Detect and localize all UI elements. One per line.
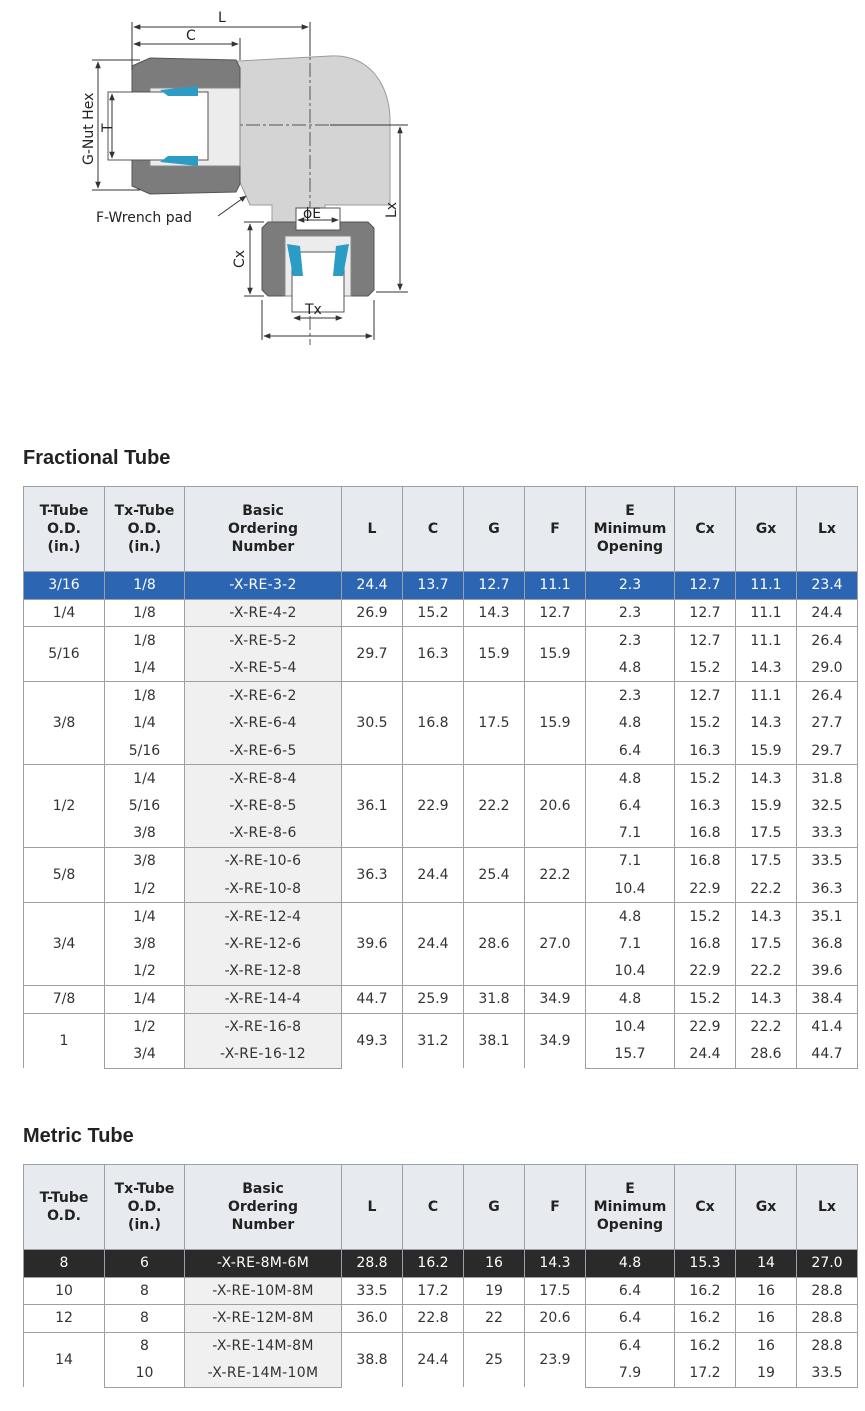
tx-tube-od-cell: 5/16 bbox=[105, 737, 185, 765]
elbow-body bbox=[220, 56, 390, 228]
ordering-number-cell: -X-RE-8-5 bbox=[185, 792, 342, 820]
ordering-number-cell: -X-RE-14M-8M bbox=[185, 1332, 342, 1360]
dim-L-cell: 49.3 bbox=[342, 1013, 403, 1068]
table-row bbox=[24, 1332, 858, 1360]
dim-Cx-cell: 16.2 bbox=[675, 1305, 736, 1333]
t-tube-od-cell: 5/8 bbox=[24, 847, 105, 902]
dim-Gx-cell: 16 bbox=[736, 1277, 797, 1305]
dim-L-cell: 36.1 bbox=[342, 765, 403, 848]
dim-Lx-cell: 29.7 bbox=[797, 737, 858, 765]
dim-L-cell: 29.7 bbox=[342, 627, 403, 682]
dim-Gx-cell: 28.6 bbox=[736, 1041, 797, 1069]
dim-Cx-cell: 24.4 bbox=[675, 1041, 736, 1069]
ordering-number-cell: -X-RE-16-8 bbox=[185, 1013, 342, 1041]
dim-F-cell: 11.1 bbox=[525, 572, 586, 600]
dim-L-cell: 33.5 bbox=[342, 1277, 403, 1305]
dim-Gx-cell: 16 bbox=[736, 1305, 797, 1333]
dim-Cx-cell: 17.2 bbox=[675, 1360, 736, 1388]
table-row bbox=[24, 1013, 858, 1041]
dim-Gx-cell: 22.2 bbox=[736, 875, 797, 903]
dim-Lx-cell: 33.3 bbox=[797, 820, 858, 848]
dim-label-Cx: Cx bbox=[232, 249, 248, 268]
dim-Gx-cell: 15.9 bbox=[736, 737, 797, 765]
dim-label-F: F-Wrench pad bbox=[96, 210, 193, 226]
ordering-number-cell: -X-RE-12M-8M bbox=[185, 1305, 342, 1333]
dim-G-cell: 17.5 bbox=[464, 682, 525, 765]
dim-E-cell: 2.3 bbox=[586, 627, 675, 655]
tx-tube-od-cell: 5/16 bbox=[105, 792, 185, 820]
dim-G-cell: 25 bbox=[464, 1332, 525, 1387]
tx-tube-od-cell: 3/8 bbox=[105, 847, 185, 875]
table-row bbox=[24, 1277, 858, 1305]
dim-L-cell: 30.5 bbox=[342, 682, 403, 765]
tx-tube-od-cell: 1/2 bbox=[105, 875, 185, 903]
dim-E-cell: 6.4 bbox=[586, 737, 675, 765]
ordering-number-cell: -X-RE-12-8 bbox=[185, 958, 342, 986]
t-tube-od-cell: 7/8 bbox=[24, 985, 105, 1013]
t-tube-od-cell: 1 bbox=[24, 1013, 105, 1068]
ordering-number-cell: -X-RE-10M-8M bbox=[185, 1277, 342, 1305]
tx-tube-od-cell: 1/4 bbox=[105, 765, 185, 793]
dim-Gx-cell: 14.3 bbox=[736, 765, 797, 793]
dim-label-C: C bbox=[186, 28, 196, 44]
tx-tube-od-cell: 1/4 bbox=[105, 985, 185, 1013]
tx-tube-od-cell: 1/2 bbox=[105, 1013, 185, 1041]
dim-Cx-cell: 12.7 bbox=[675, 599, 736, 627]
table-row bbox=[24, 765, 858, 793]
dim-Gx-cell: 15.9 bbox=[736, 792, 797, 820]
col-header-t-tube: T-Tube O.D. (in.) bbox=[24, 487, 105, 572]
dim-G-cell: 22 bbox=[464, 1305, 525, 1333]
dim-Gx-cell: 14.3 bbox=[736, 903, 797, 931]
tx-tube-od-cell: 1/8 bbox=[105, 627, 185, 655]
col-header-Cx: Cx bbox=[675, 1165, 736, 1250]
dim-label-Lx: Lx bbox=[384, 201, 400, 218]
dim-C-cell: 24.4 bbox=[403, 847, 464, 902]
elbow-fitting-diagram bbox=[0, 0, 865, 400]
tx-tube-od-cell: 10 bbox=[105, 1360, 185, 1388]
ordering-number-cell: -X-RE-8M-6M bbox=[185, 1250, 342, 1278]
dim-C-cell: 16.2 bbox=[403, 1250, 464, 1278]
tx-tube-od-cell: 1/8 bbox=[105, 682, 185, 710]
ordering-number-cell: -X-RE-12-6 bbox=[185, 930, 342, 958]
dim-G-cell: 19 bbox=[464, 1277, 525, 1305]
dim-E-cell: 6.4 bbox=[586, 792, 675, 820]
ordering-number-cell: -X-RE-14-4 bbox=[185, 985, 342, 1013]
dim-Lx-cell: 44.7 bbox=[797, 1041, 858, 1069]
t-tube-od-cell: 8 bbox=[24, 1250, 105, 1278]
dim-C-cell: 22.8 bbox=[403, 1305, 464, 1333]
ordering-number-cell: -X-RE-6-2 bbox=[185, 682, 342, 710]
t-tube-od-cell: 12 bbox=[24, 1305, 105, 1333]
col-header-Gx: Gx bbox=[736, 1165, 797, 1250]
ordering-number-cell: -X-RE-10-6 bbox=[185, 847, 342, 875]
dim-C-cell: 31.2 bbox=[403, 1013, 464, 1068]
dim-Lx-cell: 41.4 bbox=[797, 1013, 858, 1041]
t-tube-od-cell: 3/8 bbox=[24, 682, 105, 765]
dim-Cx-cell: 22.9 bbox=[675, 1013, 736, 1041]
tx-tube-od-cell: 3/8 bbox=[105, 930, 185, 958]
col-header-tx-tube: Tx-Tube O.D. (in.) bbox=[105, 487, 185, 572]
dim-Lx-cell: 35.1 bbox=[797, 903, 858, 931]
tx-tube-od-cell: 3/4 bbox=[105, 1041, 185, 1069]
ordering-number-cell: -X-RE-16-12 bbox=[185, 1041, 342, 1069]
dim-Lx-cell: 36.8 bbox=[797, 930, 858, 958]
ordering-number-cell: -X-RE-10-8 bbox=[185, 875, 342, 903]
col-header-t-tube: T-Tube O.D. bbox=[24, 1165, 105, 1250]
fractional-tube-heading: Fractional Tube bbox=[23, 447, 171, 469]
t-tube-od-cell: 14 bbox=[24, 1332, 105, 1387]
ordering-number-cell: -X-RE-5-2 bbox=[185, 627, 342, 655]
metric-tube-table bbox=[23, 1164, 858, 1388]
dim-C-cell: 22.9 bbox=[403, 765, 464, 848]
dim-Gx-cell: 14.3 bbox=[736, 709, 797, 737]
t-tube-od-cell: 3/4 bbox=[24, 903, 105, 986]
dim-F-cell: 15.9 bbox=[525, 682, 586, 765]
dim-F-cell: 34.9 bbox=[525, 985, 586, 1013]
dim-F-cell: 12.7 bbox=[525, 599, 586, 627]
dim-Lx-cell: 33.5 bbox=[797, 847, 858, 875]
dim-Lx-cell: 29.0 bbox=[797, 654, 858, 682]
dim-E-cell: 10.4 bbox=[586, 958, 675, 986]
header-row bbox=[24, 487, 858, 572]
tx-tube-od-cell: 1/4 bbox=[105, 903, 185, 931]
dim-C-cell: 16.3 bbox=[403, 627, 464, 682]
dim-Gx-cell: 17.5 bbox=[736, 820, 797, 848]
dim-Gx-cell: 17.5 bbox=[736, 930, 797, 958]
dim-Lx-cell: 28.8 bbox=[797, 1305, 858, 1333]
dim-L-cell: 44.7 bbox=[342, 985, 403, 1013]
dim-Cx-cell: 22.9 bbox=[675, 958, 736, 986]
dim-Cx-cell: 15.2 bbox=[675, 903, 736, 931]
dim-Cx-cell: 16.2 bbox=[675, 1277, 736, 1305]
dim-E-cell: 10.4 bbox=[586, 875, 675, 903]
ordering-number-cell: -X-RE-3-2 bbox=[185, 572, 342, 600]
dim-label-E: ϕE bbox=[303, 206, 322, 222]
dim-L-cell: 24.4 bbox=[342, 572, 403, 600]
dim-G-cell: 22.2 bbox=[464, 765, 525, 848]
dim-F-cell: 20.6 bbox=[525, 765, 586, 848]
dim-Lx-cell: 26.4 bbox=[797, 627, 858, 655]
dim-E-cell: 6.4 bbox=[586, 1332, 675, 1360]
dim-G-cell: 16 bbox=[464, 1250, 525, 1278]
table-row bbox=[24, 627, 858, 655]
dim-Cx-cell: 12.7 bbox=[675, 572, 736, 600]
dim-Cx-cell: 15.3 bbox=[675, 1250, 736, 1278]
tx-tube-od-cell: 1/8 bbox=[105, 599, 185, 627]
table-row bbox=[24, 903, 858, 931]
tx-tube-od-cell: 1/8 bbox=[105, 572, 185, 600]
dim-G-cell: 28.6 bbox=[464, 903, 525, 986]
col-header-L: L bbox=[342, 487, 403, 572]
dim-G-cell: 25.4 bbox=[464, 847, 525, 902]
tx-tube-od-cell: 1/4 bbox=[105, 654, 185, 682]
dim-F-cell: 27.0 bbox=[525, 903, 586, 986]
dim-F-cell: 23.9 bbox=[525, 1332, 586, 1387]
dim-E-cell: 4.8 bbox=[586, 985, 675, 1013]
dim-Lx-cell: 38.4 bbox=[797, 985, 858, 1013]
dim-Gx-cell: 14.3 bbox=[736, 654, 797, 682]
dim-Cx-cell: 12.7 bbox=[675, 627, 736, 655]
dim-C-cell: 24.4 bbox=[403, 903, 464, 986]
dim-Cx-cell: 16.3 bbox=[675, 737, 736, 765]
dim-Lx-cell: 33.5 bbox=[797, 1360, 858, 1388]
dim-Lx-cell: 28.8 bbox=[797, 1332, 858, 1360]
col-header-Gx: Gx bbox=[736, 487, 797, 572]
col-header-Lx: Lx bbox=[797, 1165, 858, 1250]
dim-Cx-cell: 15.2 bbox=[675, 654, 736, 682]
dim-Lx-cell: 26.4 bbox=[797, 682, 858, 710]
dim-label-T: T bbox=[100, 123, 116, 132]
ordering-number-cell: -X-RE-8-6 bbox=[185, 820, 342, 848]
dim-Cx-cell: 16.8 bbox=[675, 820, 736, 848]
dim-C-cell: 13.7 bbox=[403, 572, 464, 600]
col-header-E: E Minimum Opening bbox=[586, 1165, 675, 1250]
dim-Cx-cell: 15.2 bbox=[675, 985, 736, 1013]
col-header-L: L bbox=[342, 1165, 403, 1250]
dim-Gx-cell: 14.3 bbox=[736, 985, 797, 1013]
ordering-number-cell: -X-RE-5-4 bbox=[185, 654, 342, 682]
col-header-F: F bbox=[525, 487, 586, 572]
table-row bbox=[24, 1305, 858, 1333]
col-header-E: E Minimum Opening bbox=[586, 487, 675, 572]
dim-C-cell: 17.2 bbox=[403, 1277, 464, 1305]
dim-Gx-cell: 11.1 bbox=[736, 627, 797, 655]
dim-E-cell: 4.8 bbox=[586, 903, 675, 931]
dim-Gx-cell: 17.5 bbox=[736, 847, 797, 875]
table-row bbox=[24, 599, 858, 627]
col-header-ordering-number: Basic Ordering Number bbox=[185, 487, 342, 572]
dim-F-cell: 34.9 bbox=[525, 1013, 586, 1068]
table-row bbox=[24, 572, 858, 600]
dim-E-cell: 7.1 bbox=[586, 847, 675, 875]
dim-E-cell: 10.4 bbox=[586, 1013, 675, 1041]
col-header-C: C bbox=[403, 487, 464, 572]
dim-E-cell: 2.3 bbox=[586, 572, 675, 600]
dim-label-G: G-Nut Hex bbox=[81, 92, 97, 165]
ordering-number-cell: -X-RE-4-2 bbox=[185, 599, 342, 627]
dim-label-L: L bbox=[218, 10, 226, 26]
col-header-Cx: Cx bbox=[675, 487, 736, 572]
dim-C-cell: 25.9 bbox=[403, 985, 464, 1013]
col-header-G: G bbox=[464, 1165, 525, 1250]
dim-F-cell: 14.3 bbox=[525, 1250, 586, 1278]
t-tube-od-cell: 3/16 bbox=[24, 572, 105, 600]
ordering-number-cell: -X-RE-14M-10M bbox=[185, 1360, 342, 1388]
table-row bbox=[24, 1250, 858, 1278]
dim-Lx-cell: 24.4 bbox=[797, 599, 858, 627]
table-row bbox=[24, 847, 858, 875]
dim-Cx-cell: 15.2 bbox=[675, 765, 736, 793]
dim-Cx-cell: 16.8 bbox=[675, 930, 736, 958]
dim-Gx-cell: 22.2 bbox=[736, 1013, 797, 1041]
dim-G-cell: 15.9 bbox=[464, 627, 525, 682]
fractional-tube-table bbox=[23, 486, 858, 1069]
dim-E-cell: 7.1 bbox=[586, 820, 675, 848]
dim-E-cell: 4.8 bbox=[586, 654, 675, 682]
ordering-number-cell: -X-RE-6-4 bbox=[185, 709, 342, 737]
dim-C-cell: 15.2 bbox=[403, 599, 464, 627]
tx-tube-od-cell: 1/2 bbox=[105, 958, 185, 986]
t-tube-od-cell: 10 bbox=[24, 1277, 105, 1305]
dim-Cx-cell: 12.7 bbox=[675, 682, 736, 710]
dim-E-cell: 4.8 bbox=[586, 765, 675, 793]
dim-Gx-cell: 16 bbox=[736, 1332, 797, 1360]
dim-F-cell: 20.6 bbox=[525, 1305, 586, 1333]
tx-tube-od-cell: 1/4 bbox=[105, 709, 185, 737]
dim-Cx-cell: 16.8 bbox=[675, 847, 736, 875]
dim-Gx-cell: 11.1 bbox=[736, 599, 797, 627]
dim-E-cell: 6.4 bbox=[586, 1305, 675, 1333]
dim-L-cell: 28.8 bbox=[342, 1250, 403, 1278]
dim-Cx-cell: 22.9 bbox=[675, 875, 736, 903]
dim-G-cell: 12.7 bbox=[464, 572, 525, 600]
dim-E-cell: 7.1 bbox=[586, 930, 675, 958]
tx-tube-od-cell: 8 bbox=[105, 1277, 185, 1305]
col-header-ordering-number: Basic Ordering Number bbox=[185, 1165, 342, 1250]
dim-Gx-cell: 14 bbox=[736, 1250, 797, 1278]
dim-E-cell: 4.8 bbox=[586, 1250, 675, 1278]
dim-Cx-cell: 15.2 bbox=[675, 709, 736, 737]
ordering-number-cell: -X-RE-8-4 bbox=[185, 765, 342, 793]
dim-Lx-cell: 23.4 bbox=[797, 572, 858, 600]
col-header-C: C bbox=[403, 1165, 464, 1250]
dim-Gx-cell: 11.1 bbox=[736, 572, 797, 600]
tx-tube-od-cell: 8 bbox=[105, 1332, 185, 1360]
col-header-F: F bbox=[525, 1165, 586, 1250]
dim-Cx-cell: 16.3 bbox=[675, 792, 736, 820]
metric-tube-heading: Metric Tube bbox=[23, 1125, 134, 1147]
dim-Lx-cell: 27.0 bbox=[797, 1250, 858, 1278]
dim-Lx-cell: 36.3 bbox=[797, 875, 858, 903]
t-tube-od-cell: 1/4 bbox=[24, 599, 105, 627]
dim-G-cell: 31.8 bbox=[464, 985, 525, 1013]
dim-Lx-cell: 27.7 bbox=[797, 709, 858, 737]
ordering-number-cell: -X-RE-6-5 bbox=[185, 737, 342, 765]
dim-L-cell: 36.3 bbox=[342, 847, 403, 902]
col-header-G: G bbox=[464, 487, 525, 572]
dim-G-cell: 14.3 bbox=[464, 599, 525, 627]
dim-Gx-cell: 11.1 bbox=[736, 682, 797, 710]
dim-L-cell: 39.6 bbox=[342, 903, 403, 986]
tx-tube-od-cell: 3/8 bbox=[105, 820, 185, 848]
dim-Lx-cell: 32.5 bbox=[797, 792, 858, 820]
tx-tube-od-cell: 6 bbox=[105, 1250, 185, 1278]
dim-C-cell: 24.4 bbox=[403, 1332, 464, 1387]
col-header-Lx: Lx bbox=[797, 487, 858, 572]
dim-label-Tx: Tx bbox=[305, 302, 322, 318]
dim-E-cell: 7.9 bbox=[586, 1360, 675, 1388]
dim-L-cell: 26.9 bbox=[342, 599, 403, 627]
dim-Cx-cell: 16.2 bbox=[675, 1332, 736, 1360]
dim-F-cell: 22.2 bbox=[525, 847, 586, 902]
dim-L-cell: 38.8 bbox=[342, 1332, 403, 1387]
dim-Lx-cell: 31.8 bbox=[797, 765, 858, 793]
dim-F-cell: 17.5 bbox=[525, 1277, 586, 1305]
col-header-tx-tube: Tx-Tube O.D. (in.) bbox=[105, 1165, 185, 1250]
dim-E-cell: 15.7 bbox=[586, 1041, 675, 1069]
dim-L-cell: 36.0 bbox=[342, 1305, 403, 1333]
table-row bbox=[24, 682, 858, 710]
t-tube-od-cell: 5/16 bbox=[24, 627, 105, 682]
dim-Lx-cell: 39.6 bbox=[797, 958, 858, 986]
dim-E-cell: 4.8 bbox=[586, 709, 675, 737]
tx-tube-od-cell: 8 bbox=[105, 1305, 185, 1333]
dim-G-cell: 38.1 bbox=[464, 1013, 525, 1068]
dim-E-cell: 6.4 bbox=[586, 1277, 675, 1305]
header-row bbox=[24, 1165, 858, 1250]
dim-Lx-cell: 28.8 bbox=[797, 1277, 858, 1305]
dim-E-cell: 2.3 bbox=[586, 599, 675, 627]
dim-Gx-cell: 19 bbox=[736, 1360, 797, 1388]
dim-Gx-cell: 22.2 bbox=[736, 958, 797, 986]
table-row bbox=[24, 985, 858, 1013]
dim-C-cell: 16.8 bbox=[403, 682, 464, 765]
dim-E-cell: 2.3 bbox=[586, 682, 675, 710]
t-tube-od-cell: 1/2 bbox=[24, 765, 105, 848]
dim-F-cell: 15.9 bbox=[525, 627, 586, 682]
ordering-number-cell: -X-RE-12-4 bbox=[185, 903, 342, 931]
